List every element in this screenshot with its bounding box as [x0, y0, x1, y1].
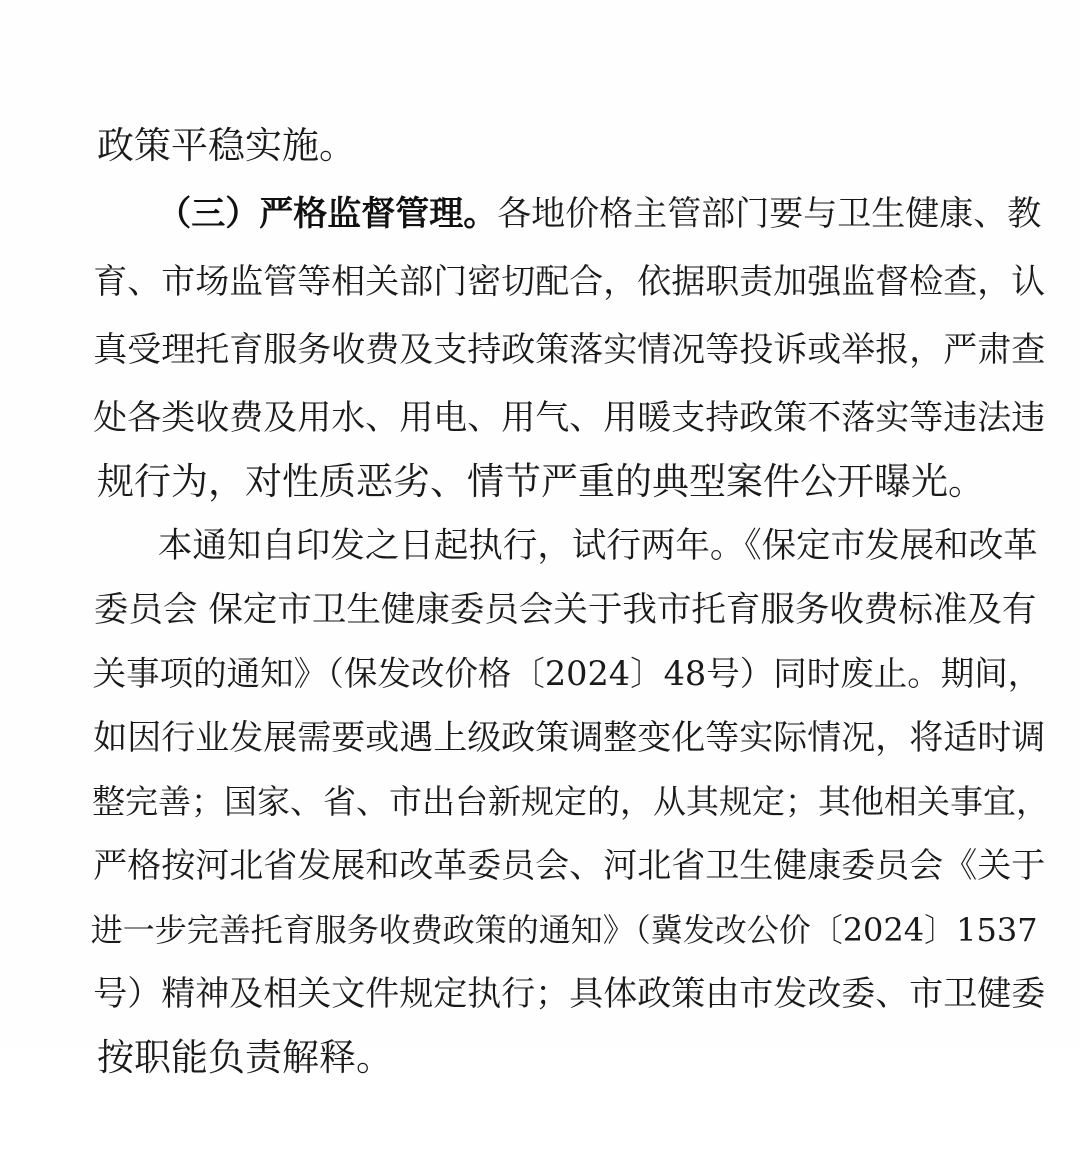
text-line: [50, 642, 1050, 758]
text-line: [50, 322, 1050, 438]
line-text: 政策平稳实施。: [97, 124, 357, 167]
line-text: 真受理托育服务收费及支持政策落实情况等投诉或举报，严肃查: [93, 330, 1046, 370]
line-text: 委员会 保定市卫生健康委员会关于我市托育服务收费标准及有: [93, 590, 1037, 630]
text-line: [50, 386, 1050, 503]
text-line: [50, 578, 1050, 693]
section-heading: （三）严格监督管理。: [157, 194, 498, 234]
text-line: [50, 706, 1050, 821]
line-text: 号）精神及相关文件规定执行；具体政策由市发改委、市卫健委: [93, 974, 1046, 1014]
line-text: 按职能负责解释。: [97, 1036, 394, 1079]
text-line: [50, 834, 1050, 949]
text-line: [50, 770, 1050, 886]
text-line: [50, 186, 1050, 302]
line-text: 各地价格主管部门要与卫生健康、教: [497, 194, 1042, 234]
line-text: 整完善；国家、省、市出台新规定的，从其规定；其他相关事宜，: [91, 782, 1049, 821]
text-line: [50, 962, 1050, 1079]
section-heading-line: [114, 118, 1050, 234]
line-text: 处各类收费及用水、用电、用气、用暖支持政策不落实等违法违: [93, 398, 1046, 438]
text-line: [50, 514, 1050, 630]
line-text: 规行为，对性质恶劣、情节严重的典型案件公开曝光。: [97, 460, 986, 503]
text-line: [50, 254, 1050, 370]
line-text: 关事项的通知》（保发改价格〔2024〕48号）同时废止。期间，: [92, 654, 1042, 693]
line-text: 进一步完善托育服务收费政策的通知》（冀发改公价〔2024〕1537: [90, 911, 1038, 949]
line-text: 本通知自印发之日起执行，试行两年。《保定市发展和改革: [157, 526, 1038, 566]
text-line: [50, 50, 1050, 167]
line-text: 育、市场监管等相关部门密切配合，依据职责加强监督检查，认: [93, 262, 1046, 302]
paragraph-start-line: [114, 450, 1050, 566]
text-line: [50, 898, 1050, 1014]
line-text: 如因行业发展需要或遇上级政策调整变化等实际情况，将适时调: [93, 718, 1046, 758]
line-text: 严格按河北省发展和改革委员会、河北省卫生健康委员会《关于: [93, 846, 1046, 886]
